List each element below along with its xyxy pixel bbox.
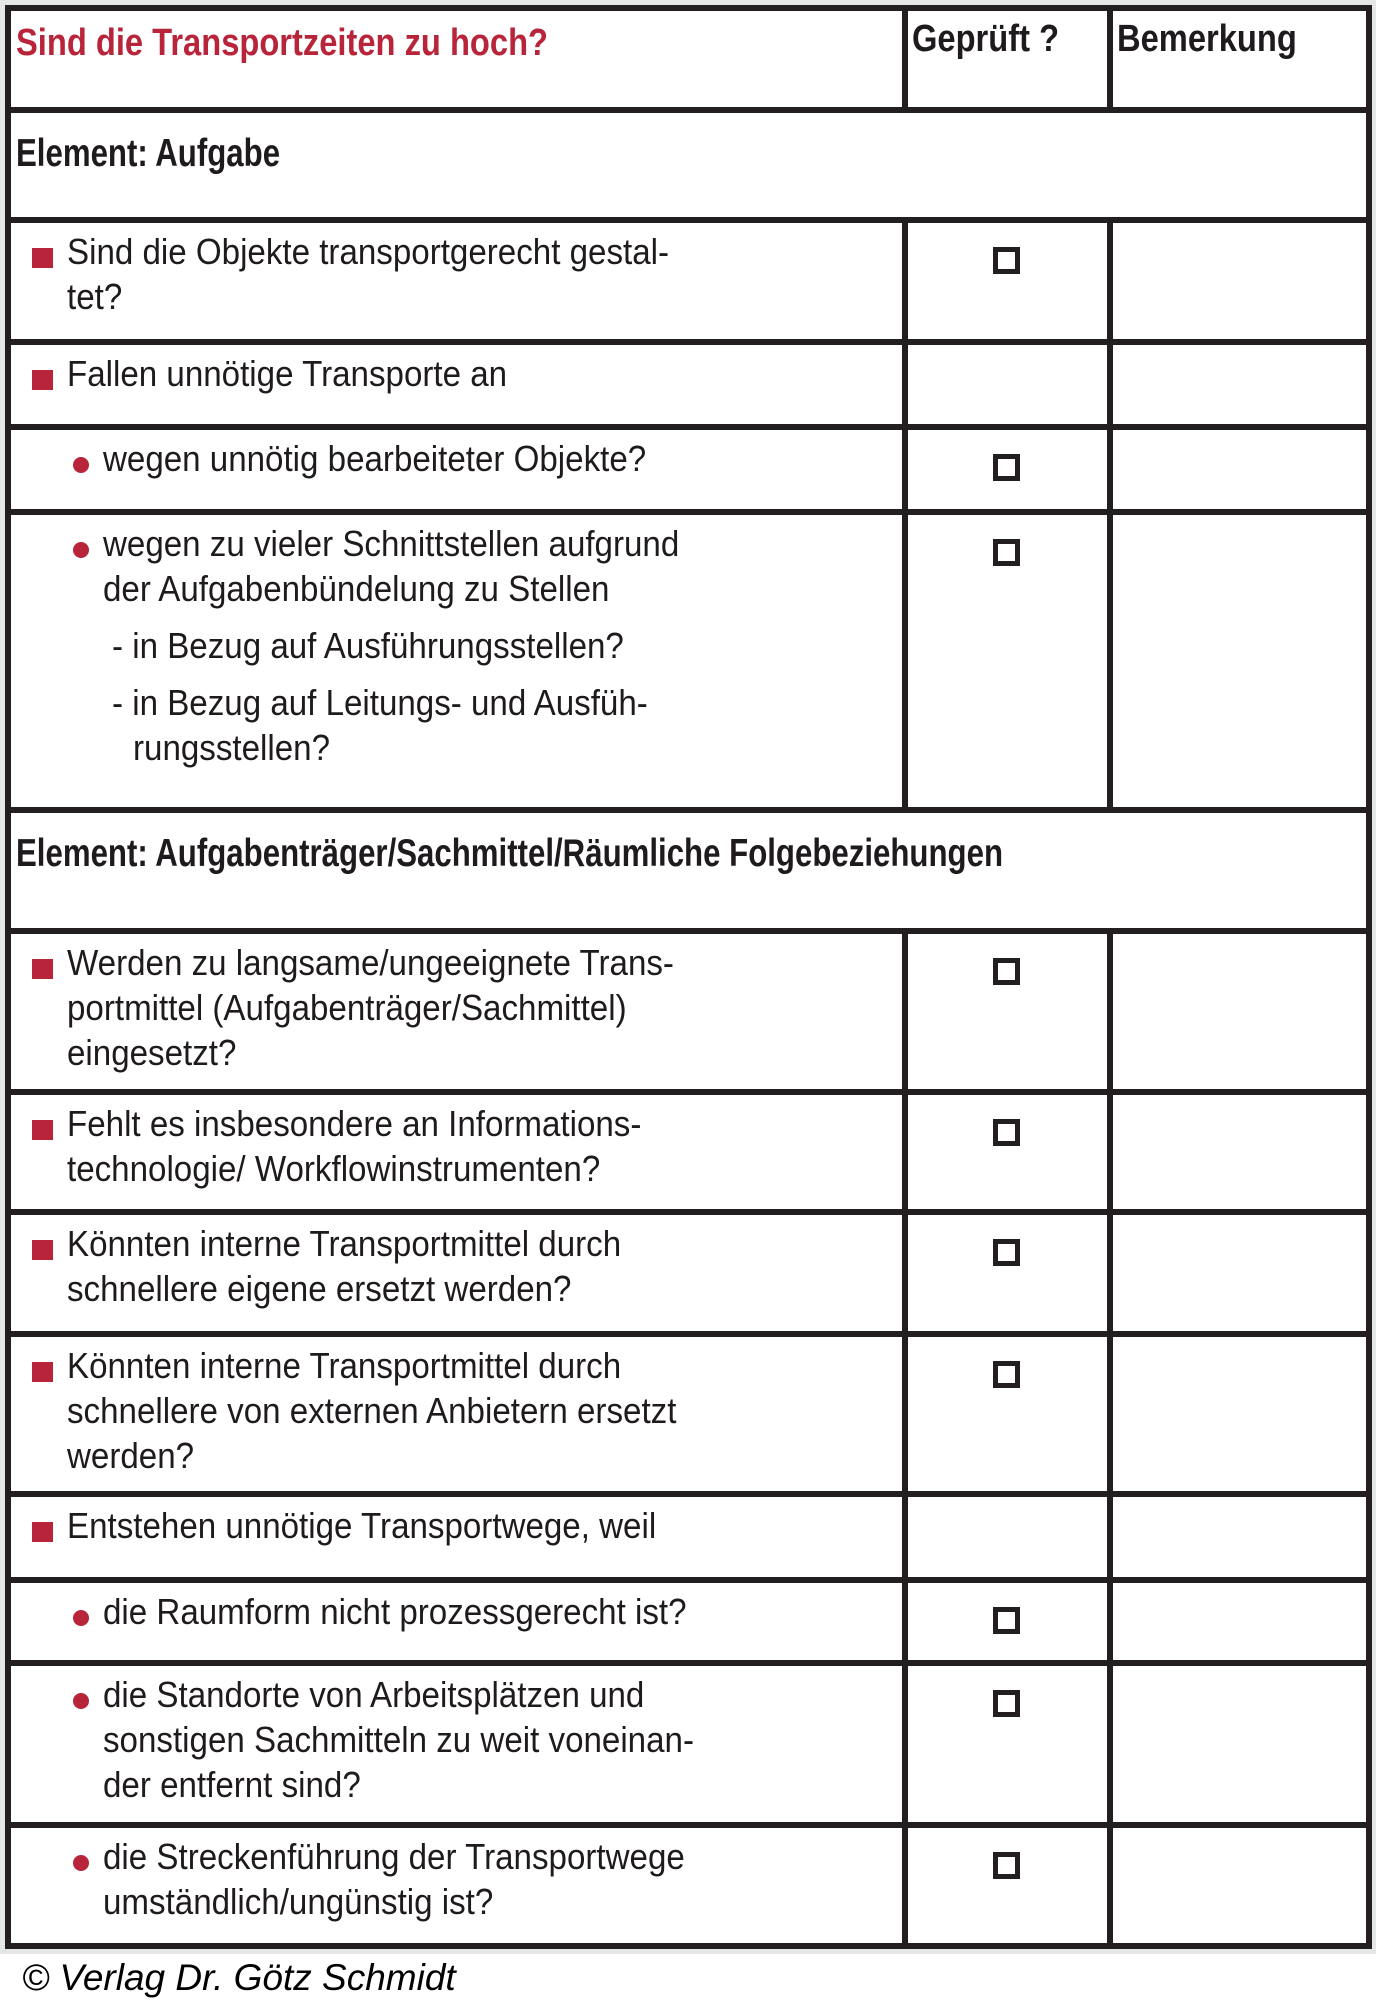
checked-checkbox[interactable]: [993, 539, 1020, 566]
table-rule: [5, 1943, 1372, 1949]
remark-cell[interactable]: [1113, 1666, 1366, 1822]
bullet-square-icon: [32, 1522, 53, 1542]
bullet-square-icon: [32, 1240, 53, 1260]
item-text-line: Fallen unnötige Transporte an: [67, 353, 508, 394]
column-divider: [1107, 930, 1113, 1949]
column-header-checked: Geprüft ?: [912, 18, 1060, 60]
checklist-item: [103, 1672, 745, 1807]
remark-cell[interactable]: [1113, 1583, 1366, 1660]
item-text-line: schnellere eigene ersetzt werden?: [67, 1268, 572, 1309]
table-rule: [5, 1822, 1372, 1828]
table-rule: [5, 1089, 1372, 1095]
remark-cell[interactable]: [1113, 515, 1366, 807]
item-text-line: die Streckenführung der Transportwege: [103, 1836, 685, 1877]
table-border: [5, 5, 11, 1949]
sub-item-text-line: - in Bezug auf Leitungs- und Ausfüh-: [112, 682, 648, 723]
sub-item-text-line: - in Bezug auf Ausführungsstellen?: [112, 625, 624, 666]
remark-cell[interactable]: [1113, 1337, 1366, 1491]
item-text-line: Entstehen unnötige Transportwege, weil: [67, 1505, 657, 1546]
checklist-item: [67, 229, 721, 319]
bullet-dot-icon: [73, 1855, 89, 1871]
bullet-dot-icon: [73, 457, 89, 473]
section-heading: Element: Aufgabe: [16, 132, 281, 175]
checked-checkbox[interactable]: [993, 958, 1020, 985]
item-text-line: Könnten interne Transportmittel durch: [67, 1223, 622, 1264]
checklist-item: [103, 1834, 735, 1924]
table-rule: [5, 807, 1372, 813]
item-text-line: der entfernt sind?: [103, 1764, 361, 1805]
checklist-title: Sind die Transportzeiten zu hoch?: [16, 22, 549, 64]
checked-checkbox[interactable]: [993, 1239, 1020, 1266]
item-text-line: wegen zu vieler Schnittstellen aufgrund: [103, 523, 680, 564]
item-text-line: Könnten interne Transportmittel durch: [67, 1345, 622, 1386]
column-divider: [1107, 5, 1113, 111]
item-text-line: Fehlt es insbesondere an Informations-: [67, 1103, 642, 1144]
checked-checkbox[interactable]: [993, 454, 1020, 481]
remark-cell[interactable]: [1113, 1828, 1366, 1943]
checked-checkbox[interactable]: [993, 1852, 1020, 1879]
checklist-item: [67, 351, 545, 396]
column-header-remark: Bemerkung: [1117, 18, 1297, 60]
checklist-item: [67, 1503, 707, 1548]
item-text-line: portmittel (Aufgabenträger/Sachmittel): [67, 987, 627, 1028]
remark-cell[interactable]: [1113, 1095, 1366, 1209]
bullet-square-icon: [32, 1120, 53, 1140]
item-text-line: tet?: [67, 276, 123, 317]
item-text-line: die Raumform nicht prozessgerecht ist?: [103, 1591, 687, 1632]
checklist-item: [67, 1343, 729, 1478]
table-rule: [5, 928, 1372, 934]
remark-cell[interactable]: [1113, 345, 1366, 424]
checklist-item: [67, 1101, 691, 1191]
remark-cell[interactable]: [1113, 223, 1366, 339]
remark-cell[interactable]: [1113, 1497, 1366, 1577]
table-rule: [5, 509, 1372, 515]
bullet-dot-icon: [73, 1610, 89, 1626]
table-rule: [5, 1660, 1372, 1666]
table-rule: [5, 217, 1372, 223]
table-rule: [5, 424, 1372, 430]
column-divider: [1107, 219, 1113, 813]
table-rule: [5, 1209, 1372, 1215]
item-text-line: umständlich/ungünstig ist?: [103, 1881, 494, 1922]
checked-checkbox[interactable]: [993, 1607, 1020, 1634]
sub-item-text-line: rungsstellen?: [133, 727, 331, 768]
section-heading: Element: Aufgabenträger/Sachmittel/Räumliche Folgebeziehungen: [16, 832, 1004, 875]
checked-checkbox[interactable]: [993, 247, 1020, 274]
table-rule: [5, 339, 1372, 345]
column-divider: [902, 930, 908, 1949]
table-rule: [5, 5, 1372, 11]
item-text-line: technologie/ Workflowinstrumenten?: [67, 1148, 601, 1189]
checklist-item: [67, 1221, 669, 1311]
checklist-item: [67, 940, 727, 1075]
checked-checkbox[interactable]: [993, 1119, 1020, 1146]
remark-cell[interactable]: [1113, 934, 1366, 1089]
table-rule: [5, 1577, 1372, 1583]
checklist-table: [5, 5, 1372, 1949]
bullet-square-icon: [32, 1362, 53, 1382]
table-border: [1366, 5, 1372, 1949]
item-text-line: werden?: [67, 1435, 195, 1476]
item-text-line: Sind die Objekte transportgerecht gestal-: [67, 231, 670, 272]
column-divider: [902, 5, 908, 111]
table-rule: [5, 1331, 1372, 1337]
checked-checkbox[interactable]: [993, 1361, 1020, 1388]
item-text-line: schnellere von externen Anbietern ersetzt: [67, 1390, 677, 1431]
item-text-line: wegen unnötig bearbeiteter Objekte?: [103, 438, 647, 479]
checked-checkbox[interactable]: [993, 1690, 1020, 1717]
item-text-line: eingesetzt?: [67, 1032, 237, 1073]
table-rule: [5, 1491, 1372, 1497]
item-text-line: die Standorte von Arbeitsplätzen und: [103, 1674, 645, 1715]
item-text-line: Werden zu langsame/ungeeignete Trans-: [67, 942, 674, 983]
checklist-item: [103, 436, 693, 481]
item-text-line: der Aufgabenbündelung zu Stellen: [103, 568, 610, 609]
copyright-footer: © Verlag Dr. Götz Schmidt: [22, 1957, 456, 1998]
bullet-square-icon: [32, 959, 53, 979]
remark-cell[interactable]: [1113, 1215, 1366, 1331]
bullet-dot-icon: [73, 542, 89, 558]
checklist-item: [103, 521, 729, 770]
bullet-dot-icon: [73, 1693, 89, 1709]
item-text-line: sonstigen Sachmitteln zu weit voneinan-: [103, 1719, 694, 1760]
checklist-item: [103, 1589, 737, 1634]
column-divider: [902, 219, 908, 813]
remark-cell[interactable]: [1113, 430, 1366, 509]
bullet-square-icon: [32, 248, 53, 268]
bullet-square-icon: [32, 370, 53, 390]
table-rule: [5, 107, 1372, 113]
